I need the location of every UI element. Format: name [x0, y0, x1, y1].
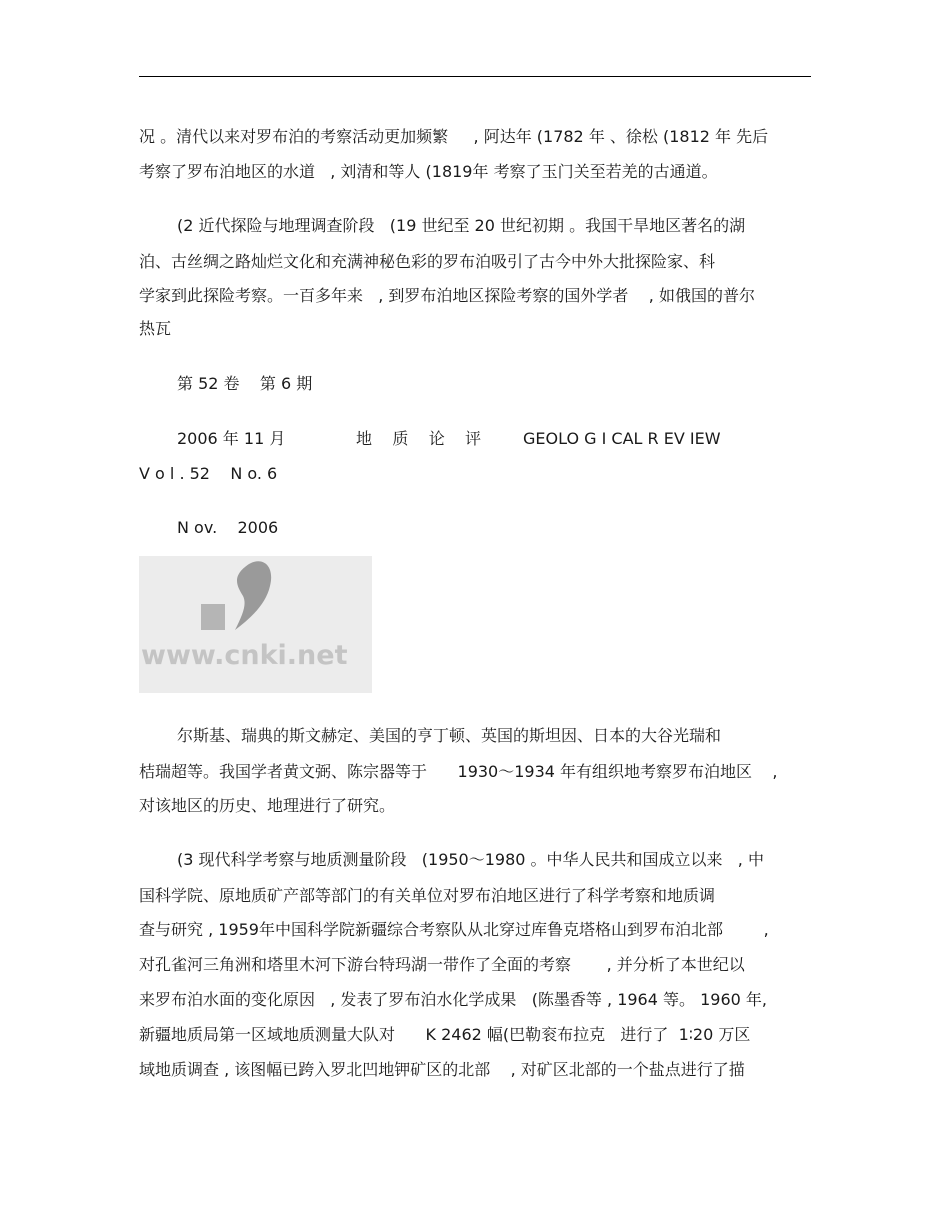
paragraph-2-line-1: (2 近代探险与地理调查阶段 (19 世纪至 20 世纪初期 。我国干旱地区著名的湖	[177, 216, 746, 235]
volume-issue-cn: 第 52 卷 第 6 期	[177, 374, 313, 393]
paragraph-3-line-2: 桔瑞超等。我国学者黄文弼、陈宗器等于 1930～1934 年有组织地考察罗布泊地区 ,	[139, 762, 778, 781]
paragraph-2-line-2: 泊、古丝绸之路灿烂文化和充满神秘色彩的罗布泊吸引了古今中外大批探险家、科	[139, 252, 716, 271]
paragraph-4-line-1: (3 现代科学考察与地质测量阶段 (1950～1980 。中华人民共和国成立以来 , 中	[177, 850, 764, 869]
volume-issue-en: V o l . 52 N o. 6	[139, 464, 278, 483]
cnki-logo-icon	[139, 556, 372, 693]
paragraph-4-line-2: 国科学院、原地质矿产部等部门的有关单位对罗布泊地区进行了科学考察和地质调	[139, 886, 716, 905]
paragraph-1-line-1: 况 。清代以来对罗布泊的考察活动更加频繁 , 阿达年 (1782 年 、徐松 (1812 年 先后	[139, 127, 769, 146]
journal-title-en: GEOLO G I CAL R EV IEW	[523, 429, 721, 448]
paragraph-2-line-3: 学家到此探险考察。一百多年来 , 到罗布泊地区探险考察的国外学者 , 如俄国的普尔	[139, 286, 755, 305]
paragraph-4-line-4: 对孔雀河三角洲和塔里木河下游台特玛湖一带作了全面的考察 , 并分析了本世纪以	[139, 955, 745, 974]
date-en: N ov. 2006	[177, 518, 279, 537]
paragraph-1-line-2: 考察了罗布泊地区的水道 , 刘清和等人 (1819年 考察了玉门关至若羌的古通道。	[139, 162, 718, 181]
paragraph-4-line-6: 新疆地质局第一区域地质测量大队对 K 2462 幅(巴勒衮布拉克 进行了 1∶20 万区	[139, 1025, 751, 1044]
cnki-watermark	[139, 556, 372, 693]
paragraph-4-line-7: 域地质调查 , 该图幅已跨入罗北凹地钾矿区的北部 , 对矿区北部的一个盐点进行了描	[139, 1060, 745, 1079]
watermark-text: www.cnki.net	[141, 640, 348, 671]
date-cn: 2006 年 11 月	[177, 429, 286, 448]
paragraph-3-line-1: 尔斯基、瑞典的斯文赫定、美国的亨丁顿、英国的斯坦因、日本的大谷光瑞和	[177, 726, 722, 745]
header-rule	[139, 76, 811, 77]
paragraph-4-line-3: 查与研究 , 1959年中国科学院新疆综合考察队从北穿过库鲁克塔格山到罗布泊北部 ,	[139, 920, 769, 939]
paragraph-3-line-3: 对该地区的历史、地理进行了研究。	[139, 796, 396, 815]
journal-title-cn: 地 质 论 评	[356, 429, 482, 448]
paragraph-2-line-4: 热瓦	[139, 319, 172, 338]
paragraph-4-line-5: 来罗布泊水面的变化原因 , 发表了罗布泊水化学成果 (陈墨香等 , 1964 等。 1960 年,	[139, 990, 767, 1009]
